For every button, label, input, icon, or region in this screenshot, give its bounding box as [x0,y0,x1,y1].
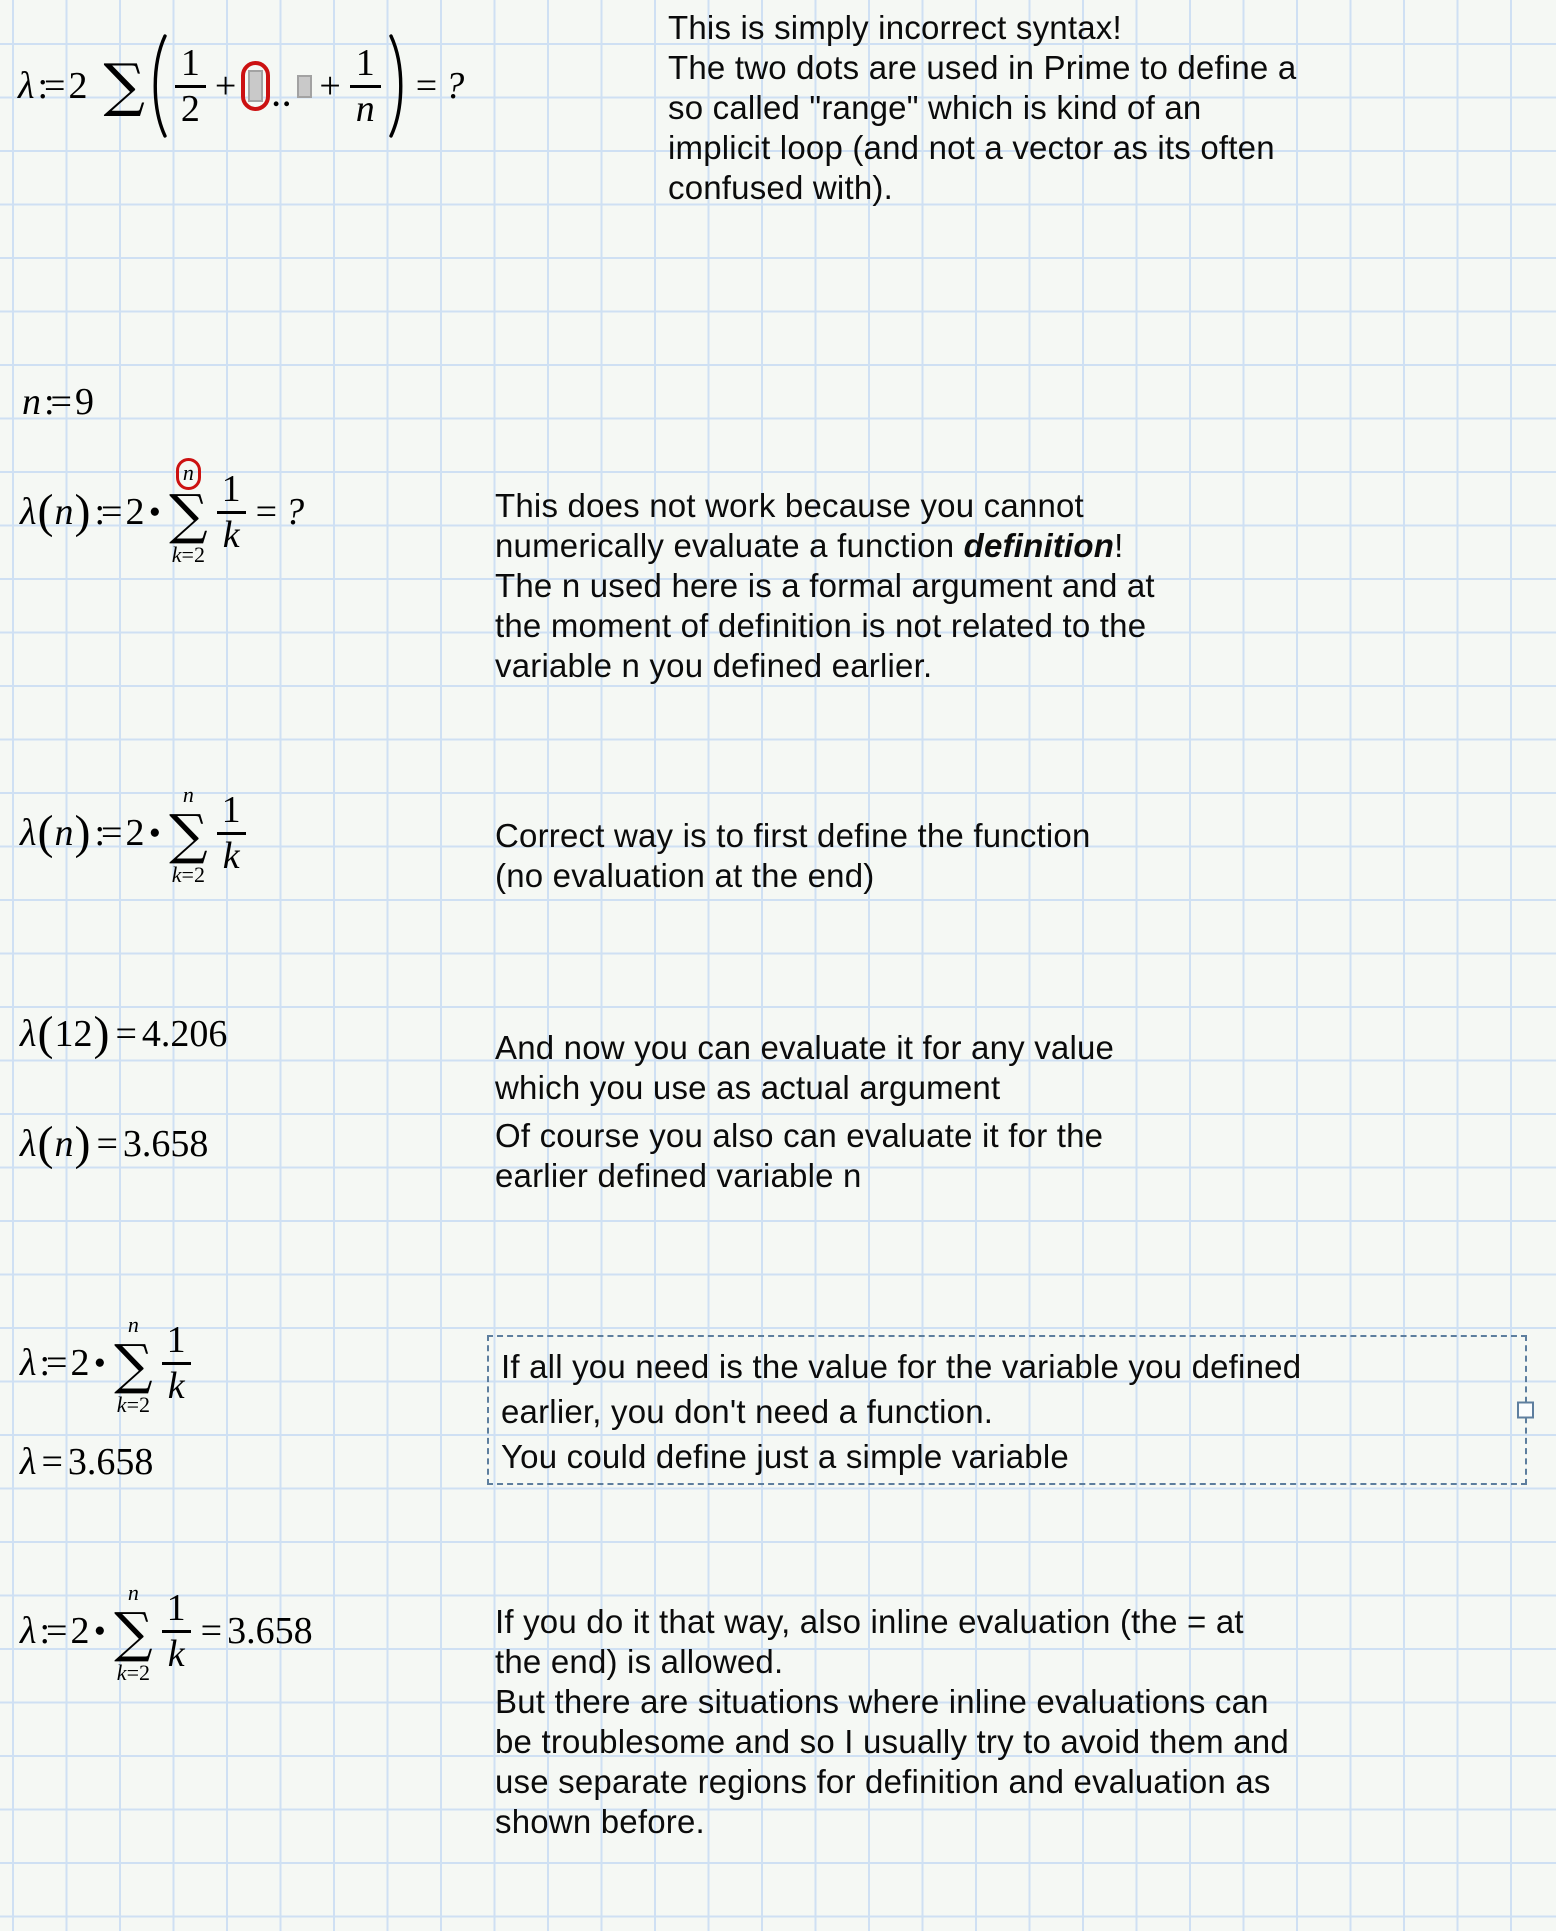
text-line: shown before. [495,1803,705,1840]
sigma-symbol: ∑ [103,51,145,120]
text-line: the moment of definition is not related to the [495,607,1147,644]
right-paren [387,32,409,140]
result-value: 3.658 [227,1609,313,1652]
text-region-does-not-work[interactable] [495,486,1155,686]
placeholder[interactable] [248,70,263,102]
sigma-symbol: ∑ [169,803,208,866]
text-line [495,526,1155,566]
summation [169,458,208,566]
assign-operator: := [37,65,62,107]
text-line: be troublesome and so I usually try to avoid them and [495,1723,1289,1760]
equals-operator: = [200,1609,223,1652]
coefficient: 2 [125,490,145,533]
right-paren: ) [74,484,91,538]
equals-operator: = [115,1013,137,1055]
value: 9 [75,381,94,423]
resize-handle[interactable] [1517,1402,1534,1419]
var-lambda: λ [20,1441,37,1483]
sum-lower-limit [171,541,205,567]
text-line: use separate regions for definition and evaluation as [495,1763,1271,1800]
argument: 12 [54,1013,93,1055]
limit-var: n [182,460,194,485]
sum-lower-limit [116,1391,150,1417]
text-line: This does not work because you cannot [495,487,1084,524]
equals-operator: = [255,490,278,533]
summation [114,1310,153,1416]
argument: n [54,811,74,854]
math-region-definition-inline-eval[interactable] [20,1578,313,1684]
index-var: k [171,861,182,887]
index-var: k [116,1659,127,1685]
left-paren [147,32,169,140]
var-lambda: λ [18,65,35,107]
text-span: ! [1114,527,1124,564]
fraction-numerator: 1 [166,1586,186,1629]
left-paren: ( [37,484,54,538]
fraction [175,44,206,128]
left-paren: ( [37,1007,54,1060]
multiply-dot: • [149,494,161,529]
text-line: If you do it that way, also inline evaluation (the = at [495,1603,1244,1640]
index-start: =2 [126,1659,150,1685]
math-region-eval-12[interactable] [20,1007,228,1060]
var-lambda: λ [20,490,37,533]
fraction [350,44,381,128]
var-lambda: λ [20,811,37,854]
multiply-dot: • [94,1345,106,1380]
error-highlight [241,61,270,111]
text-line: Of course you also can evaluate it for the [495,1117,1104,1154]
fraction [161,1318,192,1407]
fraction-denominator: 2 [175,85,206,128]
result-value: 4.206 [141,1013,228,1055]
sum-upper-limit: n [127,1312,139,1337]
text-region-incorrect-syntax[interactable] [668,8,1296,208]
text-line: which you use as actual argument [495,1069,1001,1106]
multiply-dot: • [94,1613,106,1648]
math-region-function-def-eval-error[interactable] [20,458,304,566]
left-paren: ( [37,1117,54,1170]
text-span: numerically evaluate a function [495,527,964,564]
text-line: implicit loop (and not a vector as its often [668,129,1275,166]
var-lambda: λ [20,1609,37,1652]
math-region-n-definition[interactable] [22,383,94,421]
sigma-symbol: ∑ [114,1333,153,1396]
text-line: the end) is allowed. [495,1643,784,1680]
text-line: The two dots are used in Prime to define a [668,49,1297,86]
question-placeholder: ? [445,65,465,107]
placeholder[interactable] [297,75,312,98]
text-line: And now you can evaluate it for any value [495,1029,1115,1066]
text-region-evaluate-any-value[interactable] [495,1028,1114,1108]
fraction-numerator: 1 [221,788,241,831]
fraction [216,788,247,877]
text-line: You could define just a simple variable [501,1438,1069,1475]
fraction-denominator: k [162,1362,191,1405]
index-var: k [171,541,182,567]
math-region-variable-definition[interactable] [20,1310,196,1416]
text-region-inline-evaluation[interactable] [495,1602,1289,1842]
right-paren: ) [93,1007,110,1060]
text-region-evaluate-variable-n[interactable] [495,1116,1103,1196]
text-line: If all you need is the value for the variable you defined [501,1348,1302,1385]
fraction-denominator: n [350,85,381,128]
coefficient: 2 [125,811,145,854]
text-line: variable n you defined earlier. [495,647,933,684]
sigma-symbol: ∑ [169,483,208,546]
text-region-correct-way[interactable] [495,816,1091,896]
index-start: =2 [126,1391,150,1417]
text-line: earlier defined variable n [495,1157,862,1194]
assign-operator: := [44,381,68,423]
text-line: This is simply incorrect syntax! [668,9,1122,46]
plus-operator: + [319,65,341,107]
assign-operator: := [39,1609,64,1652]
sum-lower-limit [171,861,205,887]
sigma-symbol: ∑ [114,1601,153,1664]
equals-operator: = [415,65,438,107]
math-region-function-definition[interactable] [20,780,251,886]
fraction-numerator: 1 [221,467,241,510]
var-lambda: λ [20,1341,37,1384]
equals-operator: = [41,1441,63,1483]
argument: n [54,1123,74,1165]
math-region-variable-evaluation[interactable] [20,1443,153,1481]
multiply-dot: • [149,815,161,850]
result-value: 3.658 [122,1123,209,1165]
assign-operator: := [94,490,119,533]
fraction-denominator: k [162,1630,191,1673]
sum-lower-limit [116,1659,150,1685]
text-line: But there are situations where inline evaluations can [495,1683,1269,1720]
range-dots: .. [272,80,294,113]
sum-upper-limit: n [182,782,194,807]
text-line: earlier, you don't need a function. [501,1393,994,1430]
math-region-incorrect-range[interactable] [18,32,464,140]
text-span-emphasis: definition [963,527,1115,564]
summation [114,1578,153,1684]
var-lambda: λ [20,1123,37,1165]
fraction-denominator: k [217,832,246,875]
text-line: (no evaluation at the end) [495,857,875,894]
left-paren: ( [37,805,54,859]
math-region-eval-n[interactable] [20,1117,209,1170]
fraction [161,1586,192,1675]
argument: n [54,490,74,533]
coefficient: 2 [68,65,88,107]
text-line: The n used here is a formal argument and at [495,567,1155,604]
var-lambda: λ [20,1013,37,1055]
text-line: Correct way is to first define the function [495,817,1091,854]
coefficient: 2 [70,1341,90,1384]
fraction-denominator: k [217,511,246,554]
fraction-numerator: 1 [180,42,200,84]
fraction [216,467,247,556]
right-paren: ) [74,1117,91,1170]
text-line: so called "range" which is kind of an [668,89,1202,126]
fraction-numerator: 1 [166,1318,186,1361]
equals-operator: = [96,1123,118,1165]
index-start: =2 [181,861,205,887]
text-line: confused with). [668,169,893,206]
assign-operator: := [94,811,119,854]
result-value: 3.658 [67,1441,154,1483]
right-paren: ) [74,805,91,859]
summation [169,780,208,886]
sum-upper-limit: n [127,1580,139,1605]
plus-operator: + [214,65,237,107]
assign-operator: := [39,1341,64,1384]
fraction-numerator: 1 [355,42,375,84]
text-region-selected-simple-variable[interactable] [487,1335,1527,1485]
index-start: =2 [181,541,205,567]
question-placeholder: ? [285,490,305,533]
index-var: k [116,1391,127,1417]
coefficient: 2 [70,1609,90,1652]
var-n: n [22,381,41,423]
